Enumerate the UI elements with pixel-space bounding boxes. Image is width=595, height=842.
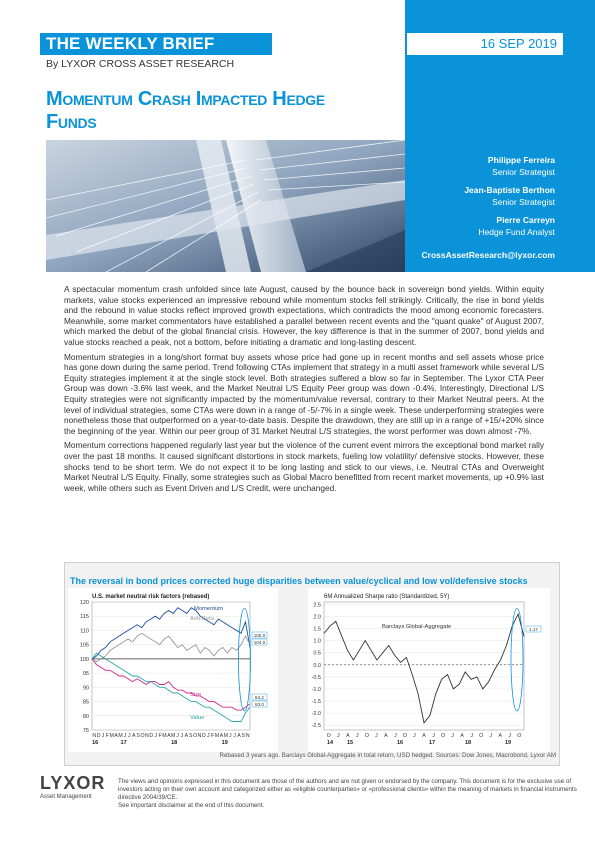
x-year-label: 18 [171, 740, 178, 746]
x-tick-label: J [451, 733, 454, 739]
x-tick-label: D [96, 733, 101, 739]
x-tick-label: J [394, 733, 397, 739]
y-tick-label: 90 [82, 685, 89, 692]
publication-date: 16 SEP 2019 [407, 33, 563, 55]
end-value-badge [252, 694, 267, 700]
x-tick-label: J [233, 733, 236, 739]
x-year-label: 18 [464, 740, 472, 746]
x-tick-label: O [402, 733, 407, 739]
x-tick-label: J [489, 733, 492, 739]
paragraph: A spectacular momentum crash unfolded since late August, caused by the bounce back in sovereign bond yields. Within equity markets, value stocks experienced an impressive rebound while momentum stocks fell strikingly. Critically, the rise in bond yields and the rebound in value stocks reflect improved growth expectations, which contradicts the mood among economic forecasters. Meanwhile, some market commentators have established a parallel between recent events and the "quant quake" of August 2007, which marked the debut of the global financial crisis. However, the key difference is that in the summer of 2007, bond yields and value stocks reached a peak, not a bottom, before initiating a dramatic and long-lasting descent. [64, 284, 544, 347]
x-tick-label: J [101, 733, 105, 739]
x-tick-label: O [193, 733, 198, 739]
y-tick-label: -0.5 [311, 674, 321, 681]
x-tick-label: J [207, 733, 210, 739]
author-name: Philippe Ferreira [487, 155, 555, 165]
x-tick-label: A [384, 733, 388, 739]
x-tick-label: J [375, 733, 378, 739]
chart-title: U.S. market neutral risk factors (rebased) [92, 594, 210, 600]
x-tick-label: A [422, 733, 426, 739]
series-label: Momentum [194, 606, 223, 612]
x-tick-label: M [223, 733, 229, 739]
headline-line: Funds [46, 111, 97, 133]
x-tick-label: N [144, 733, 149, 739]
x-year-label: 16 [92, 740, 99, 746]
author-1 [488, 154, 555, 178]
x-tick-label: D [202, 733, 206, 739]
x-tick-label: A [219, 733, 224, 739]
x-tick-label: A [184, 733, 189, 739]
x-tick-label: J [128, 733, 131, 739]
x-tick-label: A [498, 733, 502, 739]
chart-title: 6M Annualized Sharpe ratio (Standardized, 5Y) [324, 594, 450, 600]
disclaimer-text: The views and opinions expressed in this document are those of the authors and are not given or endorsed by the company. This document is for the exclusive use of investors acting on their own account and categorized either as «eligible counterparties» or «professional clients» within the meaning of markets in financial instruments directive 2004/39/CE. [118, 778, 577, 801]
x-tick-label: J [470, 733, 473, 739]
y-tick-label: 115 [80, 614, 89, 621]
x-tick-label: M [214, 733, 220, 739]
x-tick-label: M [118, 733, 123, 739]
x-tick-label: O [441, 733, 446, 739]
y-tick-label: 120 [79, 600, 89, 606]
end-value-badge [526, 626, 541, 632]
figure-source: Rebased 3 years ago. Barclays Global-Aggregate in total return, USD hedged. Sources: Dow Jones, Macrobond, Lyxor AM [219, 752, 556, 759]
paragraph: Momentum corrections happened regularly last year but the violence of the current event mirrors the exceptional bond market rally over the past 18 months. It caused significant distortions in stock markets, fueling low volatility/ defensive stocks. However, these shocks tend to be short term. We do not expect it to be long lasting and stick to our views, i.e. Neutral CTAs and Overweight Market Neutral L/S Equity. Finally, some strategies such as Global Macro benefitted from recent market movements, up +0.9% last week, while others such as Event Driven and L/S Credit, were unchanged. [64, 440, 544, 493]
y-tick-label: -2.5 [311, 723, 321, 730]
end-value-label: 104.0 [253, 639, 266, 645]
x-tick-label: D [149, 733, 154, 739]
x-tick-label: A [237, 733, 241, 739]
logo-text: LYXOR [40, 773, 106, 793]
author-3 [478, 214, 555, 238]
risk-factors-chart [68, 588, 278, 752]
x-tick-label: S [136, 733, 140, 739]
paragraph: Momentum strategies in a long/short format buy assets whose price had gone up in recent months and sell assets whose price has gone down during the same period. Trend following CTAs implement that strategy in a multi asset framework while several L/S Equity strategies implement it at the single stock level. Both strategies suffered a blow so far in September. The Lyxor CTA Peer Group was down -3.6% last week, and the Market Neutral L/S Equity Peer group was down -0.4%. Interestingly, Directional L/S Equity strategies were not significantly impacted by the momentum/value reversal, contrary to their Market Neutral peers. At the level of individual strategies, some CTAs were down in a range of -5/-7% in a single week. These underperforming strategies were nonetheless those that outperformed on a year-to-date basis. Despite the drawdown, they are still up in a range of +15/+20% since the beginning of the year. Within our peer group of 31 Market Neutral L/S strategies, the worst performer was down almost -7%. [64, 351, 544, 436]
x-tick-label: A [114, 733, 118, 739]
logo-subtext: Asset Management [40, 794, 92, 800]
x-tick-label: A [460, 733, 464, 739]
x-year-label: 19 [221, 740, 228, 746]
x-tick-label: A [131, 733, 136, 739]
x-tick-label: M [171, 733, 176, 739]
y-tick-label: 85 [82, 699, 89, 706]
x-tick-label: O [326, 733, 331, 739]
article-body [64, 284, 544, 497]
x-tick-label: J [413, 733, 416, 739]
x-tick-label: J [508, 733, 512, 739]
series-label: Value [190, 715, 205, 721]
disclaimer-note: See important disclaimer at the end of this document. [118, 802, 265, 809]
headline [46, 88, 406, 134]
x-year-label: 17 [120, 740, 127, 746]
y-tick-label: 110 [80, 628, 89, 635]
y-tick-label: 0.5 [313, 650, 321, 657]
y-tick-label: 100 [79, 656, 89, 663]
x-tick-label: A [167, 733, 171, 739]
brief-title: THE WEEKLY BRIEF [40, 33, 272, 55]
series-label: Barclays Global-Aggregate [382, 624, 452, 630]
x-tick-label: J [123, 733, 127, 739]
y-tick-label: -1.0 [311, 686, 321, 693]
lyxor-logo [40, 773, 110, 823]
x-tick-label: J [180, 733, 184, 739]
sharpe-ratio-chart [308, 588, 550, 752]
x-tick-label: M [162, 733, 167, 739]
series-label: Size [190, 692, 202, 698]
x-tick-label: J [356, 733, 359, 739]
x-tick-label: F [158, 733, 162, 739]
x-tick-label: A [346, 733, 350, 739]
x-tick-label: S [189, 733, 193, 739]
y-tick-label: 95 [82, 671, 89, 678]
byline: By LYXOR CROSS ASSET RESEARCH [46, 58, 235, 70]
end-value-label: 105.0 [253, 632, 266, 638]
end-value-badge [252, 701, 267, 707]
end-value-label: 84.2 [255, 694, 264, 700]
headline-line: Momentum Crash Impacted Hedge [46, 88, 325, 110]
x-tick-label: S [241, 733, 246, 739]
x-tick-label: O [517, 733, 522, 739]
author-name: Jean-Baptiste Berthon [464, 185, 555, 195]
y-tick-label: -1.5 [311, 699, 321, 706]
series-label: Anti-Beta [190, 616, 214, 622]
figure-title: The reversal in bond prices corrected huge disparities between value/cyclical and low vol/defensive stocks [70, 576, 528, 586]
end-value-label: 1.17 [529, 626, 538, 632]
y-tick-label: -2.0 [311, 711, 321, 718]
y-tick-label: 75 [82, 728, 89, 734]
author-role: Senior Strategist [492, 197, 555, 207]
y-tick-label: 2.0 [313, 614, 321, 621]
x-tick-label: O [364, 733, 369, 739]
author-2 [464, 184, 555, 208]
x-tick-label: J [228, 733, 232, 739]
y-tick-label: 80 [82, 713, 89, 720]
y-tick-label: 1.5 [313, 626, 321, 633]
hero-bridge-image [46, 140, 405, 272]
author-name: Pierre Carreyn [496, 215, 555, 225]
y-tick-label: 105 [79, 642, 89, 649]
x-tick-label: J [432, 733, 435, 739]
y-tick-label: 0.0 [313, 662, 321, 669]
x-tick-label: N [92, 733, 97, 739]
x-year-label: 16 [396, 740, 404, 746]
x-tick-label: J [336, 733, 340, 739]
contact-email-link[interactable]: CrossAssetResearch@lyxor.com [421, 250, 555, 260]
x-tick-label: J [154, 733, 157, 739]
x-year-label: 15 [346, 740, 354, 746]
x-tick-label: N [197, 733, 202, 739]
x-tick-label: O [140, 733, 145, 739]
end-value-label: 83.0 [255, 701, 264, 707]
x-year-label: 17 [428, 740, 436, 746]
x-tick-label: N [245, 733, 250, 739]
end-value-badge [252, 639, 267, 645]
x-year-label: 19 [504, 740, 512, 746]
x-tick-label: F [211, 733, 215, 739]
author-role: Hedge Fund Analyst [478, 227, 555, 237]
x-tick-label: O [479, 733, 484, 739]
author-role: Senior Strategist [492, 167, 555, 177]
x-tick-label: J [176, 733, 179, 739]
end-value-badge [252, 632, 267, 638]
x-year-label: 14 [326, 740, 334, 746]
x-tick-label: M [109, 733, 114, 739]
disclaimer [118, 778, 578, 810]
x-tick-label: F [105, 733, 109, 739]
y-tick-label: 2.5 [313, 602, 321, 609]
y-tick-label: 1.0 [313, 638, 321, 645]
